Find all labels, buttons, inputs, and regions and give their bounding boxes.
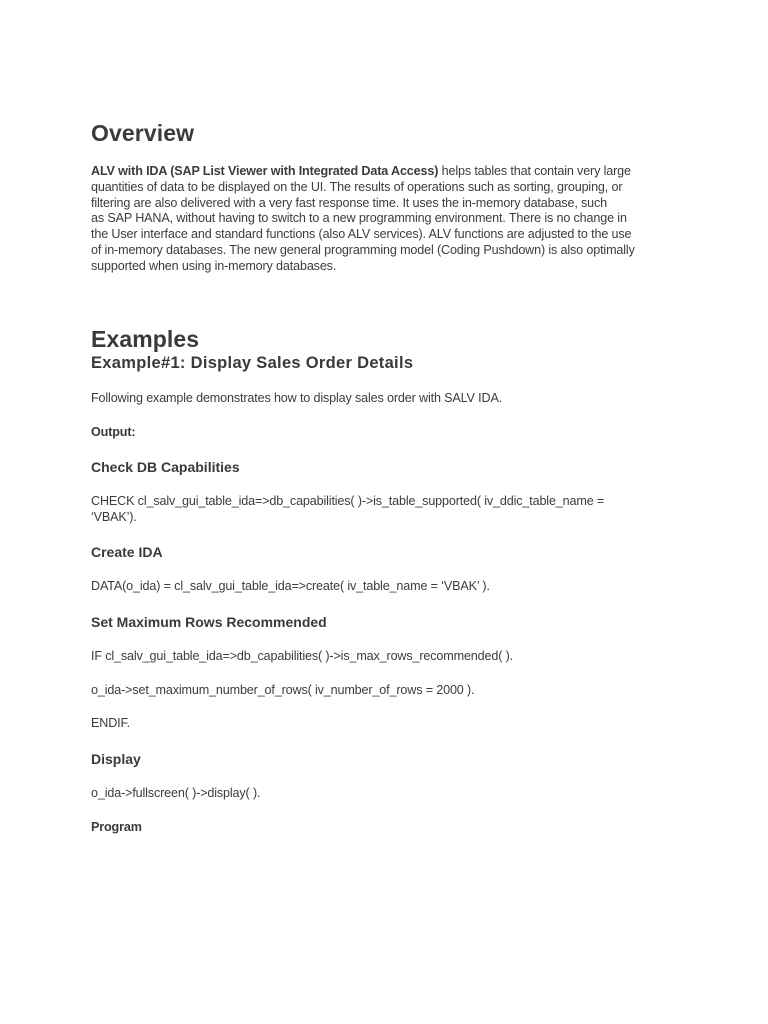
- max-rows-code-endif: [91, 716, 130, 732]
- output-label: [91, 425, 135, 441]
- output-label-text: Output:: [91, 425, 136, 439]
- check-db-code: [91, 494, 604, 526]
- example-description: [91, 391, 502, 407]
- overview-intro-rest: helps tables that contain very large: [438, 164, 631, 178]
- max-rows-code-line: o_ida->set_maximum_number_of_rows( iv_number_of_rows = 2000 ).: [91, 683, 475, 697]
- program-label-text: Program: [91, 820, 142, 834]
- overview-line-first: [91, 164, 635, 180]
- max-rows-code-line: ENDIF.: [91, 716, 130, 730]
- overview-paragraph: [91, 164, 635, 275]
- overview-line: quantities of data to be displayed on the UI. The results of operations such as sorting, grouping, or: [91, 179, 623, 194]
- create-ida-heading: Create IDA: [91, 544, 163, 560]
- check-db-heading: Check DB Capabilities: [91, 459, 240, 475]
- overview-heading: Overview: [91, 120, 195, 146]
- check-db-code-line: CHECK cl_salv_gui_table_ida=>db_capabilities( )->is_table_supported( iv_ddic_table_name =: [91, 494, 605, 508]
- max-rows-heading: Set Maximum Rows Recommended: [91, 614, 327, 630]
- create-ida-code-line: DATA(o_ida) = cl_salv_gui_table_ida=>create( iv_table_name = ‘VBAK’ ).: [91, 579, 490, 593]
- overview-line: as SAP HANA, without having to switch to a new programming environment. There is no change in: [91, 211, 627, 226]
- display-code: [91, 786, 260, 802]
- overview-line: the User interface and standard functions (also ALV services). ALV functions are adjusted to the use: [91, 227, 632, 242]
- display-heading: Display: [91, 751, 141, 767]
- max-rows-code-set: [91, 683, 474, 699]
- program-label: [91, 820, 142, 836]
- alv-ida-term: ALV with IDA (SAP List Viewer with Integrated Data Access): [91, 164, 439, 178]
- display-code-line: o_ida->fullscreen( )->display( ).: [91, 786, 261, 800]
- example-description-text: Following example demonstrates how to display sales order with SALV IDA.: [91, 391, 503, 405]
- overview-line: filtering are also delivered with a very fast response time. It uses the in-memory database, such: [91, 195, 608, 210]
- max-rows-code-line: IF cl_salv_gui_table_ida=>db_capabilities( )->is_max_rows_recommended( ).: [91, 649, 514, 663]
- overview-line: of in-memory databases. The new general programming model (Coding Pushdown) is also optimally: [91, 242, 635, 257]
- check-db-code-line: ‘VBAK’).: [91, 509, 137, 524]
- create-ida-code: [91, 579, 490, 595]
- examples-heading: Examples: [91, 326, 200, 352]
- max-rows-code-if: [91, 649, 513, 665]
- example-1-heading: Example#1: Display Sales Order Details: [91, 354, 414, 372]
- overview-line: supported when using in-memory databases.: [91, 258, 337, 273]
